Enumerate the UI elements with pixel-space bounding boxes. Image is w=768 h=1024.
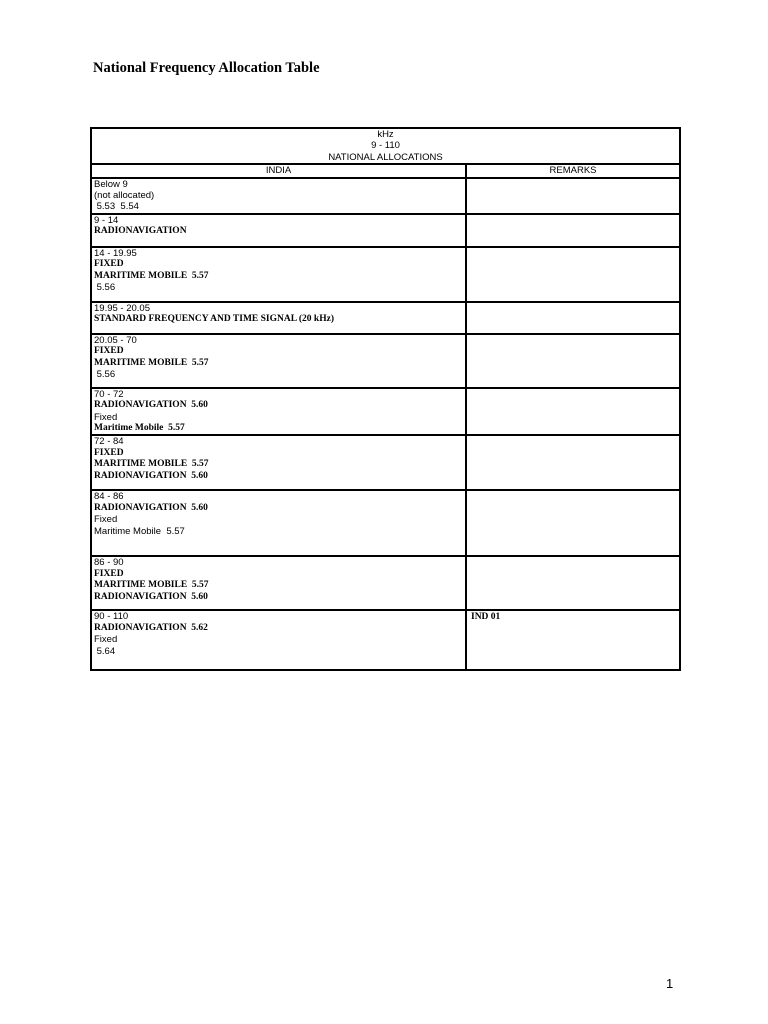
footnote-refs: 5.56 — [94, 282, 116, 294]
primary-service: RADIONAVIGATION 5.60 — [94, 470, 208, 481]
remarks-cell — [466, 388, 680, 436]
table-row — [91, 334, 680, 388]
page-number: 1 — [666, 976, 674, 991]
table-row — [91, 178, 680, 214]
band-range: 84 - 86 — [94, 491, 124, 503]
remarks-cell — [466, 610, 680, 670]
remarks-cell — [466, 334, 680, 388]
allocation-cell — [91, 556, 466, 610]
primary-service: STANDARD FREQUENCY AND TIME SIGNAL (20 kHz) — [94, 314, 334, 325]
band-range: 14 - 19.95 — [94, 247, 137, 259]
secondary-service: Fixed — [94, 634, 118, 646]
allocation-cell — [91, 435, 466, 490]
caption-label: NATIONAL ALLOCATIONS — [328, 151, 443, 163]
table-header-row — [91, 128, 680, 164]
primary-service: RADIONAVIGATION 5.60 — [94, 400, 208, 411]
primary-service: MARITIME MOBILE 5.57 — [94, 357, 209, 368]
remarks-cell — [466, 556, 680, 610]
page-title: National Frequency Allocation Table — [93, 60, 320, 76]
remarks-cell — [466, 302, 680, 334]
allocation-cell — [91, 178, 466, 214]
band-range: 19.95 - 20.05 — [94, 302, 150, 314]
primary-service: MARITIME MOBILE 5.57 — [94, 580, 209, 591]
table-row — [91, 302, 680, 334]
allocation-cell — [91, 214, 466, 247]
primary-service: RADIONAVIGATION 5.60 — [94, 502, 208, 513]
footnote-refs: 5.53 5.54 — [94, 201, 139, 213]
column-header-india: INDIA — [91, 164, 466, 177]
remarks-cell — [466, 490, 680, 556]
primary-service: RADIONAVIGATION — [94, 226, 187, 237]
column-header-row — [91, 164, 680, 177]
footnote-refs: 5.64 — [94, 645, 116, 657]
primary-service: FIXED — [94, 568, 124, 579]
allocation-table — [90, 127, 681, 671]
secondary-service: Fixed — [94, 514, 118, 526]
remarks-text: IND 01 — [471, 612, 501, 623]
primary-service: RADIONAVIGATION 5.60 — [94, 591, 208, 602]
secondary-service: Maritime Mobile 5.57 — [94, 423, 185, 434]
primary-service: MARITIME MOBILE 5.57 — [94, 270, 209, 281]
band-range: 72 - 84 — [94, 436, 124, 448]
table-row — [91, 556, 680, 610]
unit-label: kHz — [377, 129, 394, 140]
table-heading — [91, 128, 680, 164]
table-row — [91, 490, 680, 556]
remarks-cell — [466, 178, 680, 214]
table-row — [91, 435, 680, 490]
table-row — [91, 610, 680, 670]
allocation-cell — [91, 610, 466, 670]
band-range: 86 - 90 — [94, 557, 124, 569]
table-row — [91, 214, 680, 247]
allocation-cell — [91, 490, 466, 556]
column-header-remarks: REMARKS — [466, 164, 680, 177]
allocation-cell — [91, 302, 466, 334]
allocation-cell — [91, 247, 466, 302]
table-row — [91, 247, 680, 302]
band-range: 20.05 - 70 — [94, 334, 137, 346]
band-range: Below 9 — [94, 178, 128, 190]
primary-service: FIXED — [94, 447, 124, 458]
allocation-note: (not allocated) — [94, 190, 155, 202]
remarks-cell — [466, 214, 680, 247]
remarks-cell — [466, 247, 680, 302]
primary-service: MARITIME MOBILE 5.57 — [94, 459, 209, 470]
remarks-cell — [466, 435, 680, 490]
range-label: 9 - 110 — [371, 140, 400, 152]
primary-service: FIXED — [94, 346, 124, 357]
allocation-cell — [91, 388, 466, 436]
secondary-service: Maritime Mobile 5.57 — [94, 525, 185, 537]
primary-service: FIXED — [94, 259, 124, 270]
band-range: 9 - 14 — [94, 214, 119, 226]
band-range: 70 - 72 — [94, 388, 124, 400]
footnote-refs: 5.56 — [94, 369, 116, 381]
secondary-service: Fixed — [94, 411, 118, 423]
allocation-cell — [91, 334, 466, 388]
primary-service: RADIONAVIGATION 5.62 — [94, 622, 208, 633]
band-range: 90 - 110 — [94, 611, 129, 623]
table-row — [91, 388, 680, 436]
